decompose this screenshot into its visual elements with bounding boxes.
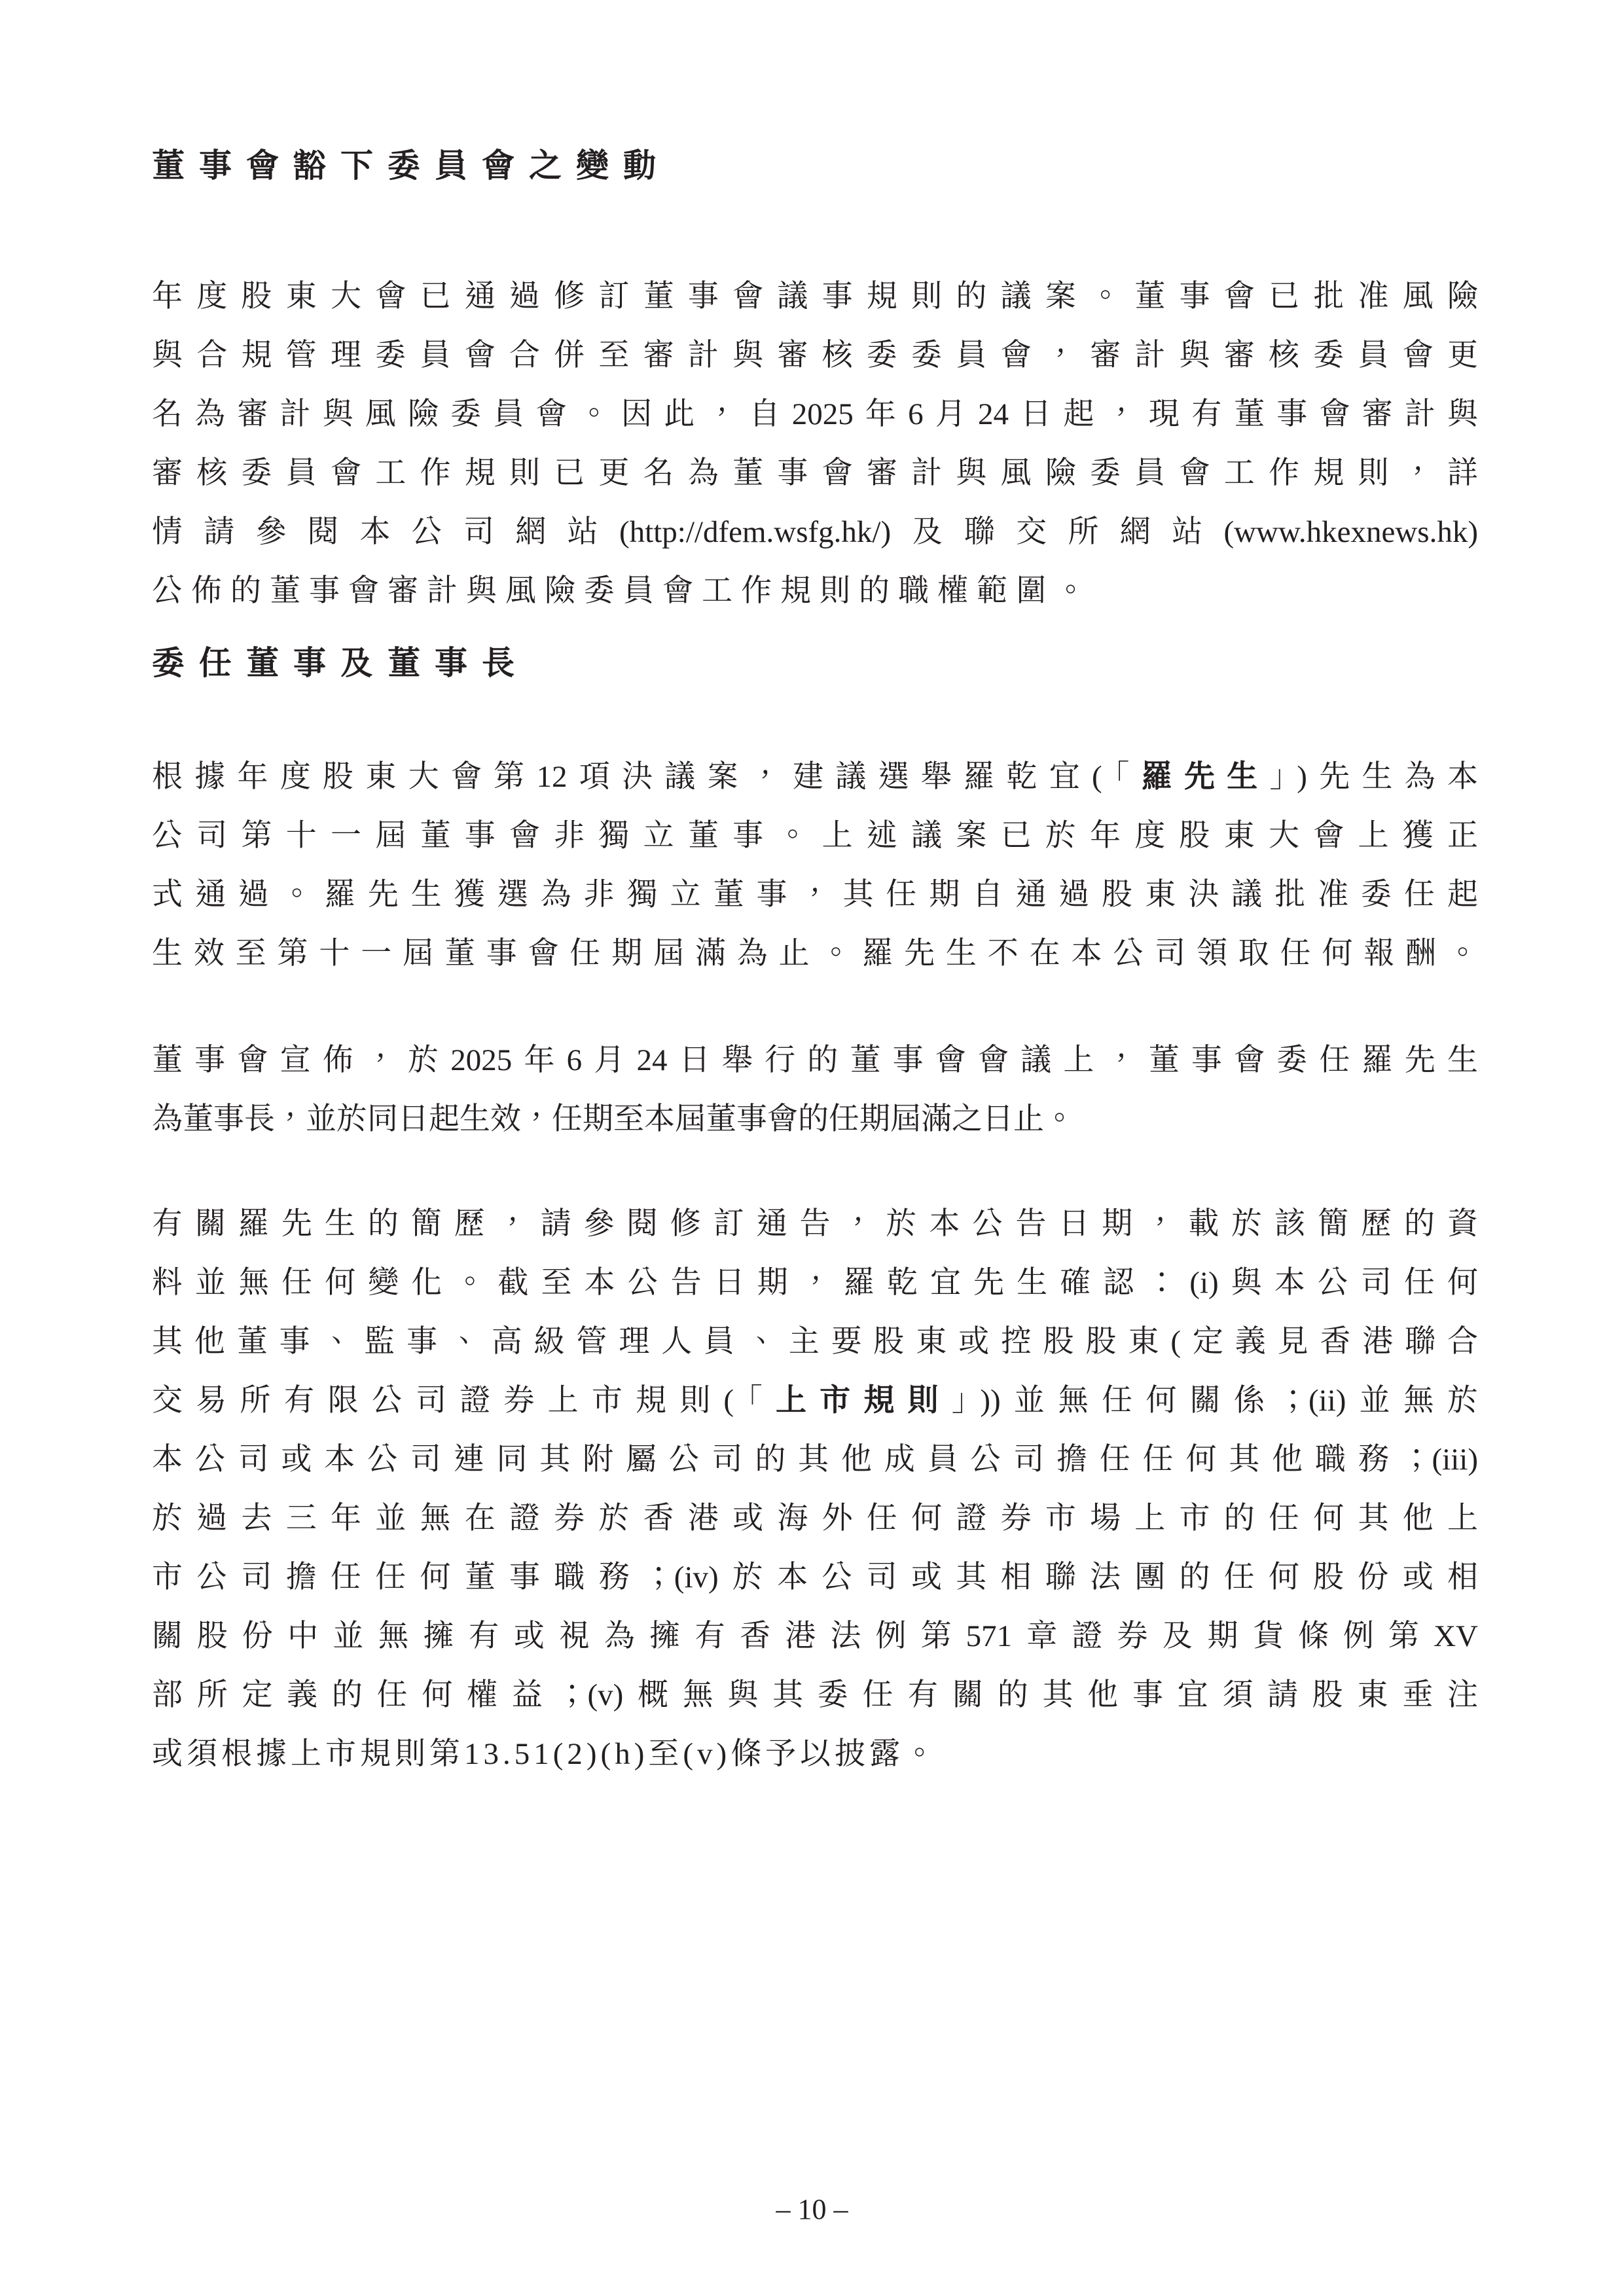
text-line: 董事會宣佈，於2025年6月24日舉行的董事會會議上，董事會委任羅先生 bbox=[152, 1043, 1478, 1077]
paragraph-chairman-appointment bbox=[152, 1031, 1478, 1149]
section-heading-committee-changes: 董事會豁下委員會之變動 bbox=[152, 147, 670, 184]
text-line: 料並無任何變化。截至本公告日期，羅乾宜先生確認：(i)與本公司任何 bbox=[152, 1266, 1478, 1300]
text-line: 本公司或本公司連同其附屬公司的其他成員公司擔任任何其他職務；(iii) bbox=[152, 1443, 1478, 1477]
text-line: 名為審計與風險委員會。因此，自2025年6月24日起，現有董事會審計與 bbox=[152, 397, 1478, 431]
text-line: 式通過。羅先生獲選為非獨立董事，其任期自通過股東決議批准委任起 bbox=[152, 878, 1478, 912]
text-line: 部所定義的任何權益；(v)概無與其委任有關的其他事宜須請股東垂注 bbox=[152, 1678, 1478, 1712]
text-line: 關股份中並無擁有或視為擁有香港法例第571章證券及期貨條例第XV bbox=[152, 1619, 1478, 1653]
text-line: 公司第十一屆董事會非獨立董事。上述議案已於年度股東大會上獲正 bbox=[152, 819, 1478, 853]
paragraph-election-resolution bbox=[152, 747, 1478, 983]
text-line: 公佈的董事會審計與風險委員會工作規則的職權範圍。 bbox=[152, 574, 1094, 608]
text-segment: 」))並無任何關係；(ii)並無於 bbox=[951, 1384, 1478, 1418]
text-line: 年度股東大會已通過修訂董事會議事規則的議案。董事會已批准風險 bbox=[152, 279, 1478, 314]
defined-term-mr-luo: 羅先生 bbox=[1141, 760, 1270, 794]
text-line: 為董事長，並於同日起生效，任期至本屆董事會的任期屆滿之日止。 bbox=[152, 1102, 1075, 1136]
text-line: 或須根據上市規則第13.51(2)(h)至(v)條予以披露。 bbox=[152, 1737, 939, 1771]
text-segment: 」)先生為本 bbox=[1269, 760, 1479, 794]
page-content bbox=[152, 0, 1478, 1784]
paragraph-committee-changes bbox=[152, 267, 1478, 620]
text-line: 審核委員會工作規則已更名為董事會審計與風險委員會工作規則，詳 bbox=[152, 456, 1478, 490]
text-line: 市公司擔任任何董事職務；(iv)於本公司或其相聯法團的任何股份或相 bbox=[152, 1560, 1478, 1594]
text-line-with-urls: 情請參閱本公司網站(http://dfem.wsfg.hk/)及聯交所網站(www.hkexnews.hk) bbox=[152, 515, 1478, 549]
text-line: 其他董事、監事、高級管理人員、主要股東或控股股東(定義見香港聯合 bbox=[152, 1325, 1478, 1359]
text-line: 與合規管理委員會合併至審計與審核委委員會，審計與審核委員會更 bbox=[152, 338, 1478, 372]
paragraph-director-confirmations bbox=[152, 1194, 1478, 1784]
text-segment: 交易所有限公司證券上市規則(「 bbox=[152, 1384, 776, 1418]
text-segment: 根據年度股東大會第12項決議案，建議選舉羅乾宜(「 bbox=[152, 760, 1142, 794]
page-number: – 10 – bbox=[776, 2193, 848, 2225]
section-heading-director-appointment: 委任董事及董事長 bbox=[152, 645, 529, 681]
text-line: 生效至第十一屆董事會任期屆滿為止。羅先生不在本公司領取任何報酬。 bbox=[152, 937, 1478, 971]
text-line: 有關羅先生的簡歷，請參閱修訂通告，於本公告日期，載於該簡歷的資 bbox=[152, 1207, 1478, 1241]
text-line bbox=[152, 1371, 1478, 1430]
defined-term-listing-rules: 上市規則 bbox=[775, 1384, 952, 1418]
text-line bbox=[152, 747, 1478, 806]
text-line: 於過去三年並無在證券於香港或海外任何證券市場上市的任何其他上 bbox=[152, 1501, 1478, 1535]
